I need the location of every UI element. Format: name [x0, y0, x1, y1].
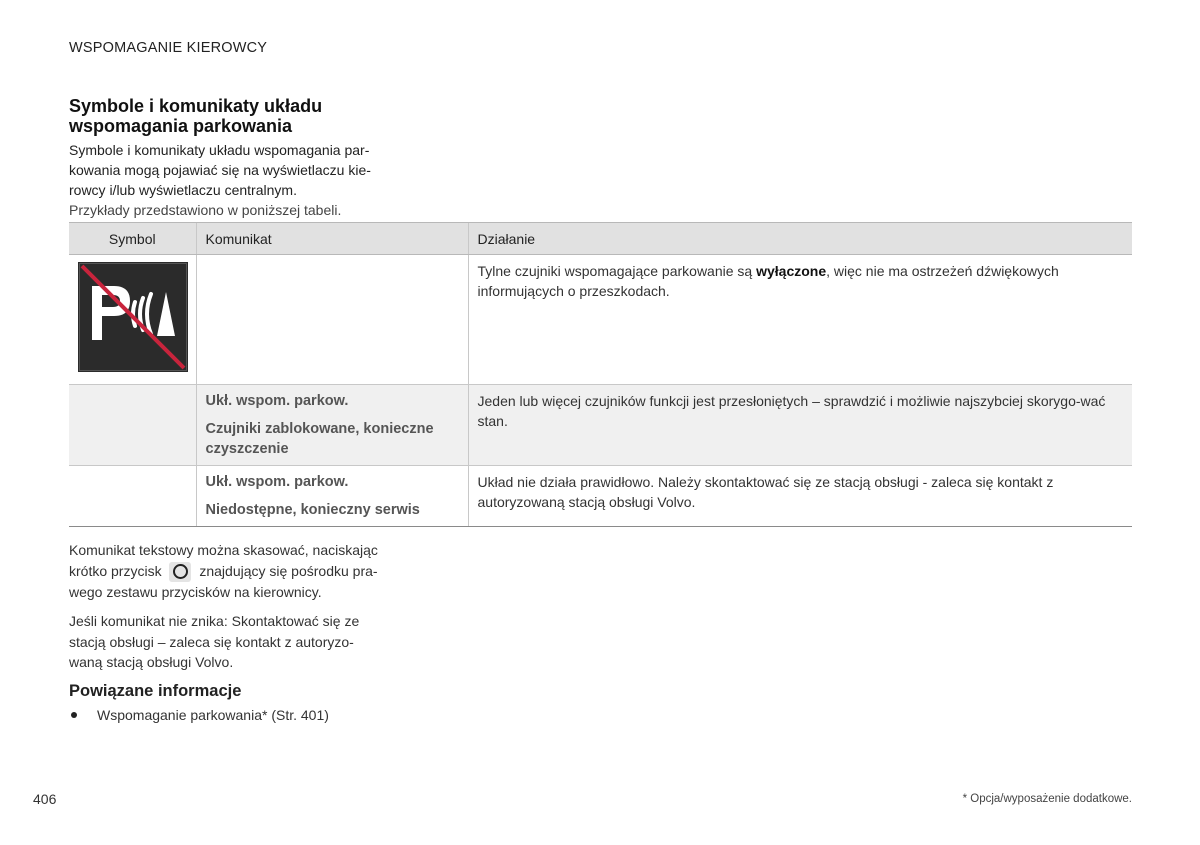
- symbols-table: [69, 222, 1132, 527]
- reset-text-after: znajdujący się pośrodku pra-: [199, 562, 378, 579]
- action-cell: Układ nie działa prawidłowo. Należy skontaktować się ze stacją obsługi - zaleca się kontakt z autoryzowaną stacją obsługi Volvo.: [468, 466, 1132, 527]
- intro-subtext: Przykłady przedstawiono w poniższej tabeli.: [69, 202, 342, 218]
- intro-line-2: kowania mogą pojawiać się na wyświetlaczu kie-: [69, 162, 371, 178]
- title-line-1: Symbole i komunikaty układu: [69, 96, 323, 116]
- message-detail: Czujniki zablokowane, konieczne czyszczenie: [205, 421, 434, 457]
- reset-line-1: Komunikat tekstowy można skasować, naciskając: [69, 542, 378, 558]
- symbol-cell: [69, 466, 196, 527]
- table-row: [69, 466, 1132, 527]
- page-title: [69, 96, 409, 136]
- contact-instructions: [69, 611, 399, 673]
- intro-line-1: Symbole i komunikaty układu wspomagania par-: [69, 142, 370, 158]
- steering-wheel-ring-button-icon: [169, 562, 191, 582]
- related-link[interactable]: Wspomaganie parkowania* (Str. 401): [69, 705, 329, 725]
- message-cell: [196, 255, 468, 385]
- reset-line-2: [69, 561, 399, 582]
- column-header-symbol: Symbol: [69, 223, 196, 255]
- table-row: [69, 255, 1132, 385]
- contact-line-2: stacją obsługi – zaleca się kontakt z autoryzo-: [69, 633, 354, 650]
- message-cell: [196, 385, 468, 466]
- table-row: [69, 385, 1132, 466]
- section-header: WSPOMAGANIE KIEROWCY: [69, 40, 268, 56]
- reset-text-before: krótko przycisk: [69, 562, 162, 579]
- action-bold-word: wyłączone: [756, 263, 827, 279]
- title-line-2: wspomagania parkowania: [69, 116, 293, 136]
- related-info-list: [69, 705, 329, 725]
- symbol-cell: [69, 255, 196, 385]
- action-cell: Jeden lub więcej czujników funkcji jest przesłoniętych – sprawdzić i możliwie najszybciej skorygo-wać stan.: [468, 385, 1132, 466]
- reset-instructions: [69, 540, 399, 602]
- action-cell: [468, 255, 1132, 385]
- footnote: * Opcja/wyposażenie dodatkowe.: [962, 793, 1132, 805]
- contact-line-1: Jeśli komunikat nie znika: Skontaktować się ze: [69, 613, 360, 629]
- column-header-message: Komunikat: [196, 223, 468, 255]
- message-title: Ukł. wspom. parkow.: [205, 393, 349, 409]
- symbol-cell: [69, 385, 196, 466]
- parking-sensors-off-icon: [78, 262, 188, 372]
- intro-text: [69, 140, 409, 220]
- contact-line-3: waną stacją obsługi Volvo.: [69, 654, 234, 670]
- column-header-action: Działanie: [468, 223, 1132, 255]
- action-text: Tylne czujniki wspomagające parkowanie są: [477, 263, 757, 279]
- table-header-row: [69, 223, 1132, 255]
- page-number: 406: [33, 791, 57, 807]
- message-cell: [196, 466, 468, 527]
- reset-line-3: wego zestawu przycisków na kierownicy.: [69, 583, 322, 600]
- message-detail: Niedostępne, konieczny serwis: [205, 502, 420, 518]
- related-info-heading: Powiązane informacje: [69, 682, 242, 700]
- message-title: Ukł. wspom. parkow.: [205, 474, 349, 490]
- action-text-end: , więc nie ma ostrzeżeń dźwiękowych informujących o przeszkodach.: [477, 263, 1059, 299]
- intro-line-3: rowcy i/lub wyświetlaczu centralnym.: [69, 182, 297, 198]
